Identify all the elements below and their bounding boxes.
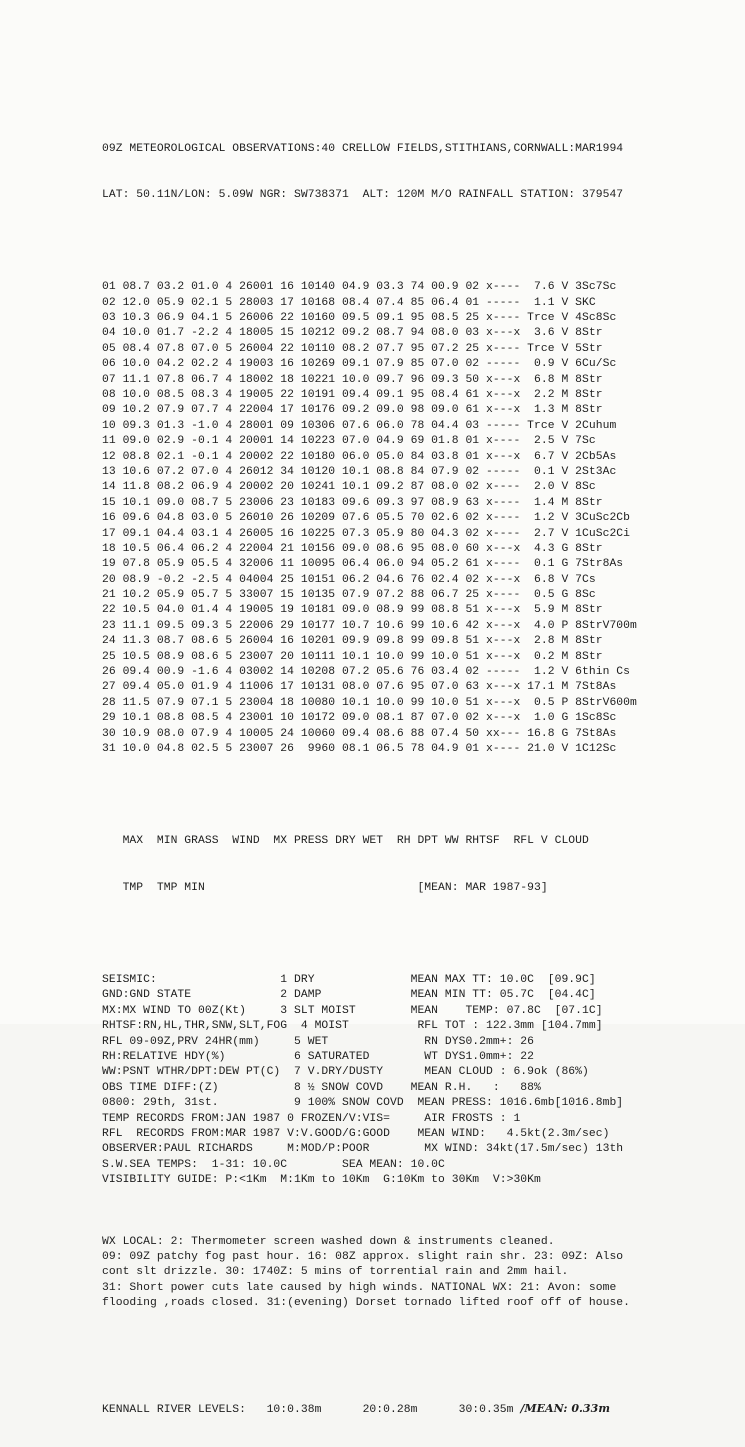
legend-line: RFL 09-09Z,PRV 24HR(mm) 5 WET RN DYS0.2mm+: 26	[102, 1035, 535, 1048]
note-line: cont slt drizzle. 30: 1740Z: 5 mins of torrential rain and 2mm hail.	[102, 1266, 569, 1279]
legend-line: GND:GND STATE 2 DAMP MEAN MIN TT: 05.7C [04.4C]	[102, 989, 596, 1002]
observation-row: 07 11.1 07.8 06.7 4 18002 18 10221 10.0 09.7 96 09.3 50 x---x 6.8 M 8Str	[102, 373, 603, 386]
observation-row: 11 09.0 02.9 -0.1 4 20001 14 10223 07.0 04.9 69 01.8 01 x---- 2.5 V 7Sc	[102, 435, 596, 448]
observation-row: 25 10.5 08.9 08.6 5 23007 20 10111 10.1 10.0 99 10.0 51 x---x 0.2 M 8Str	[102, 650, 603, 663]
legend-line: RH:RELATIVE HDY(%) 6 SATURATED WT DYS1.0mm+: 22	[102, 1050, 535, 1063]
legend-block	[102, 973, 732, 1188]
legend-line: VISIBILITY GUIDE: P:<1Km M:1Km to 10Km G:10Km to 30Km V:>30Km	[102, 1174, 541, 1187]
observation-row: 20 08.9 -0.2 -2.5 4 04004 25 10151 06.2 04.6 76 02.4 02 x---x 6.8 V 7Cs	[102, 573, 596, 586]
legend-line: S.W.SEA TEMPS: 1-31: 10.0C SEA MEAN: 10.0C	[102, 1158, 445, 1171]
river-levels	[102, 1401, 732, 1416]
spacer	[102, 1358, 732, 1370]
observation-row: 13 10.6 07.2 07.0 4 26012 34 10120 10.1 08.8 84 07.9 02 ----- 0.1 V 2St3Ac	[102, 465, 617, 478]
legend-line: TEMP RECORDS FROM:JAN 1987 0 FROZEN/V:VIS= AIR FROSTS : 1	[102, 1112, 521, 1125]
observation-row: 05 08.4 07.8 07.0 5 26004 22 10110 08.2 07.7 95 07.2 25 x---- Trce V 5Str	[102, 342, 603, 355]
observation-row: 03 10.3 06.9 04.1 5 26006 22 10160 09.5 09.1 95 08.5 25 x---- Trce V 4Sc8Sc	[102, 312, 617, 325]
observation-row: 22 10.5 04.0 01.4 4 19005 19 10181 09.0 08.9 99 08.8 51 x---x 5.9 M 8Str	[102, 604, 603, 617]
observation-row: 04 10.0 01.7 -2.2 4 18005 15 10212 09.2 08.7 94 08.0 03 x---x 3.6 V 8Str	[102, 327, 603, 340]
observations-table	[102, 280, 732, 757]
observation-row: 17 09.1 04.4 03.1 4 26005 16 10225 07.3 05.9 80 04.3 02 x---- 2.7 V 1CuSc2Ci	[102, 527, 631, 540]
observation-row: 31 10.0 04.8 02.5 5 23007 26 9960 08.1 06.5 78 04.9 01 x---- 21.0 V 1C12Sc	[102, 742, 617, 755]
observation-row: 27 09.4 05.0 01.9 4 11006 17 10131 08.0 07.6 95 07.0 63 x---x 17.1 M 7St8As	[102, 681, 617, 694]
observation-row: 23 11.1 09.5 09.3 5 22006 29 10177 10.7 10.6 99 10.6 42 x---x 4.0 P 8StrV700m	[102, 619, 637, 632]
header-block	[102, 111, 732, 234]
legend-line: 0800: 29th, 31st. 9 100% SNOW COVD MEAN PRESS: 1016.6mb[1016.8mb]	[102, 1097, 624, 1110]
observation-row: 26 09.4 00.9 -1.6 4 03002 14 10208 07.2 05.6 76 03.4 02 ----- 1.2 V 6thin Cs	[102, 666, 631, 679]
legend-line: OBS TIME DIFF:(Z) 8 ½ SNOW COVD MEAN R.H. : 88%	[102, 1081, 541, 1094]
notes-block	[102, 1235, 732, 1312]
legend-line: RHTSF:RN,HL,THR,SNW,SLT,FOG 4 MOIST RFL TOT : 122.3mm [104.7mm]	[102, 1020, 603, 1033]
observation-row: 01 08.7 03.2 01.0 4 26001 16 10140 04.9 03.3 74 00.9 02 x---- 7.6 V 3Sc7Sc	[102, 281, 617, 294]
legend-line: MX:MX WIND TO 00Z(Kt) 3 SLT MOIST MEAN TEMP: 07.8C [07.1C]	[102, 1004, 603, 1017]
legend-line: SEISMIC: 1 DRY MEAN MAX TT: 10.0C [09.9C]	[102, 974, 596, 987]
observation-row: 09 10.2 07.9 07.7 4 22004 17 10176 09.2 09.0 98 09.0 61 x---x 1.3 M 8Str	[102, 404, 603, 417]
observation-row: 16 09.6 04.8 03.0 5 26010 26 10209 07.6 05.5 70 02.6 02 x---- 1.2 V 3CuSc2Cb	[102, 512, 631, 525]
observation-row: 08 10.0 08.5 08.3 4 19005 22 10191 09.4 09.1 95 08.4 61 x---x 2.2 M 8Str	[102, 388, 603, 401]
legend-line: RFL RECORDS FROM:MAR 1987 V:V.GOOD/G:GOOD MEAN WIND: 4.5kt(2.3m/sec)	[102, 1127, 610, 1140]
observation-row: 06 10.0 04.2 02.2 4 19003 16 10269 09.1 07.9 85 07.0 02 ----- 0.9 V 6Cu/Sc	[102, 358, 617, 371]
observation-row: 21 10.2 05.9 05.7 5 33007 15 10135 07.9 07.2 88 06.7 25 x---- 0.5 G 8Sc	[102, 589, 596, 602]
observation-row: 18 10.5 06.4 06.2 4 22004 21 10156 09.0 08.6 95 08.0 60 x---x 4.3 G 8Str	[102, 542, 603, 555]
observation-row: 02 12.0 05.9 02.1 5 28003 17 10168 08.4 07.4 85 06.4 01 ----- 1.1 V SKC	[102, 296, 596, 309]
legend-line: OBSERVER:PAUL RICHARDS M:MOD/P:POOR MX WIND: 34kt(17.5m/sec) 13th	[102, 1143, 624, 1156]
observations-sheet	[102, 80, 732, 1447]
observation-row: 30 10.9 08.0 07.9 4 10005 24 10060 09.4 08.6 88 07.4 50 xx--- 16.8 G 7St8As	[102, 727, 617, 740]
observation-row: 14 11.8 08.2 06.9 4 20002 20 10241 10.1 09.2 87 08.0 02 x---- 2.0 V 8Sc	[102, 481, 596, 494]
observation-row: 29 10.1 08.8 08.5 4 23001 10 10172 09.0 08.1 87 07.0 02 x---x 1.0 G 1Sc8Sc	[102, 712, 617, 725]
observation-row: 24 11.3 08.7 08.6 5 26004 16 10201 09.9 09.8 99 09.8 51 x---x 2.8 M 8Str	[102, 635, 603, 648]
note-line: flooding ,roads closed. 31:(evening) Dorset tornado lifted roof off of house.	[102, 1297, 631, 1310]
observation-row: 15 10.1 09.0 08.7 5 23006 23 10183 09.6 09.3 97 08.9 63 x---- 1.4 M 8Str	[102, 496, 603, 509]
note-line: 31: Short power cuts late caused by high winds. NATIONAL WX: 21: Avon: some	[102, 1281, 617, 1294]
observation-row: 12 08.8 02.1 -0.1 4 20002 22 10180 06.0 05.0 84 03.8 01 x---x 6.7 V 2Cb5As	[102, 450, 617, 463]
observation-row: 19 07.8 05.9 05.5 4 32006 11 10095 06.4 06.0 94 05.2 61 x---- 0.1 G 7Str8As	[102, 558, 624, 571]
legend-line: WW:PSNT WTHR/DPT:DEW PT(C) 7 V.DRY/DUSTY MEAN CLOUD : 6.9ok (86%)	[102, 1066, 589, 1079]
note-line: 09: 09Z patchy fog past hour. 16: 08Z approx. slight rain shr. 23: 09Z: Also	[102, 1251, 624, 1264]
header-title: 09Z METEOROLOGICAL OBSERVATIONS:40 CRELLOW FIELDS,STITHIANS,CORNWALL:MAR1994	[102, 142, 624, 155]
column-header-row-1: MAX MIN GRASS WIND MX PRESS DRY WET RH DPT WW RHTSF RFL V CLOUD	[102, 835, 589, 848]
observation-row: 10 09.3 01.3 -1.0 4 28001 09 10306 07.6 06.0 78 04.4 03 ----- Trce V 2Cuhum	[102, 419, 617, 432]
observation-row: 28 11.5 07.9 07.1 5 23004 18 10080 10.1 10.0 99 10.0 51 x---x 0.5 P 8StrV600m	[102, 696, 637, 709]
river-levels-label: KENNALL RIVER LEVELS: 10:0.38m 20:0.28m 30:0.35m	[102, 1403, 521, 1416]
column-header-block	[102, 804, 732, 927]
header-location: LAT: 50.11N/LON: 5.09W NGR: SW738371 ALT: 120M M/O RAINFALL STATION: 379547	[102, 188, 624, 201]
column-header-row-2: TMP TMP MIN [MEAN: MAR 1987-93]	[102, 881, 548, 894]
handwritten-mean: /MEAN: 0.33m	[520, 1401, 611, 1415]
note-line: WX LOCAL: 2: Thermometer screen washed down & instruments cleaned.	[102, 1235, 555, 1248]
